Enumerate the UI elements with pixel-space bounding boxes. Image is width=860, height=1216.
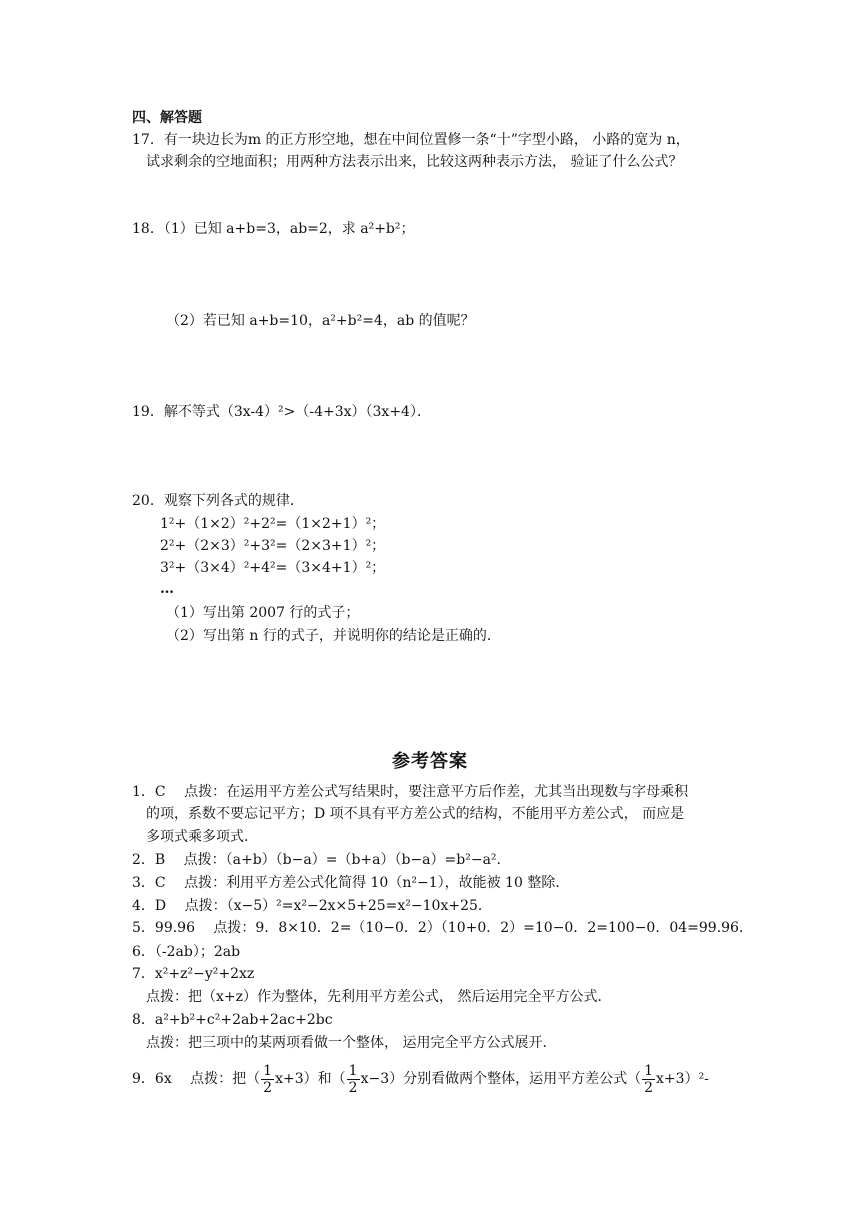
answer-9-part-1: x+3）和（ bbox=[275, 1071, 346, 1087]
answer-1-line-3: 多项式乘多项式． bbox=[146, 829, 258, 845]
answer-7-line-1: 7．x²+z²−y²+2xz bbox=[132, 966, 255, 982]
fraction-denominator: 2 bbox=[348, 1079, 358, 1096]
question-17-line-1: 17．有一块边长为m 的正方形空地，想在中间位置修一条“十”字型小路， 小路的宽为 n， bbox=[132, 132, 690, 148]
fraction-one-half-3 bbox=[642, 1063, 655, 1096]
question-20-intro: 20．观察下列各式的规律． bbox=[132, 493, 304, 509]
fraction-numerator: 1 bbox=[348, 1062, 358, 1079]
question-20-sub-1: （1）写出第 2007 行的式子； bbox=[166, 605, 360, 621]
answer-8-line-2: 点拨：把三项中的某两项看做一个整体， 运用完全平方公式展开． bbox=[146, 1035, 557, 1051]
question-18-part-1: 18．（1）已知 a+b=3，ab=2，求 a²+b²； bbox=[132, 221, 415, 237]
answer-7-line-2: 点拨：把（x+z）作为整体，先利用平方差公式， 然后运用完全平方公式． bbox=[146, 989, 612, 1005]
answer-9-part-2: x−3）分别看做两个整体，运用平方差公式（ bbox=[360, 1071, 642, 1087]
fraction-numerator: 1 bbox=[644, 1062, 654, 1079]
fraction-numerator: 1 bbox=[263, 1062, 273, 1079]
answer-3: 3．C 点拨：利用平方差公式化简得 10（n²−1），故能被 10 整除． bbox=[132, 875, 570, 891]
answer-5: 5．99.96 点拨：9．8×10．2=（10−0．2）（10+0．2）=10−0．2=100−0．04=99.96． bbox=[132, 920, 753, 936]
question-20-sub-2: （2）写出第 n 行的式子，并说明你的结论是正确的． bbox=[166, 628, 501, 644]
section-title: 四、解答题 bbox=[132, 110, 202, 126]
question-20-row-3: 3²+（3×4）²+4²=（3×4+1）²； bbox=[160, 560, 386, 576]
question-17-line-2: 试求剩余的空地面积；用两种方法表示出来，比较这两种表示方法， 验证了什么公式？ bbox=[146, 154, 683, 170]
answer-9-part-3: x+3）²- bbox=[656, 1071, 709, 1087]
fraction-denominator: 2 bbox=[644, 1079, 654, 1096]
fraction-denominator: 2 bbox=[263, 1079, 273, 1096]
answer-1-line-1: 1．C 点拨：在运用平方差公式写结果时，要注意平方后作差，尤其当出现数与字母乘积 bbox=[132, 784, 689, 800]
answers-title: 参考答案 bbox=[392, 751, 468, 772]
answer-9-prefix: 9．6x 点拨：把（ bbox=[132, 1071, 261, 1087]
question-18-part-2: （2）若已知 a+b=10，a²+b²=4，ab 的值呢？ bbox=[166, 313, 475, 329]
fraction-one-half-2 bbox=[347, 1063, 360, 1096]
fraction-one-half-1 bbox=[261, 1063, 274, 1096]
answer-9 bbox=[132, 1062, 709, 1096]
answer-6: 6．（-2ab）；2ab bbox=[132, 944, 241, 960]
question-19: 19．解不等式（3x-4）²>（-4+3x）（3x+4）． bbox=[132, 404, 431, 420]
answer-2: 2．B 点拨：（a+b）（b−a）=（b+a）（b−a）=b²−a². bbox=[132, 852, 501, 868]
answer-1-line-2: 的项，系数不要忘记平方；D 项不具有平方差公式的结构，不能用平方差公式， 而应是 bbox=[146, 806, 685, 822]
question-20-row-1: 1²+（1×2）²+2²=（1×2+1）²； bbox=[160, 516, 386, 532]
answer-4: 4．D 点拨：（x−5）²=x²−2x×5+25=x²−10x+25． bbox=[132, 898, 492, 914]
question-20-row-2: 2²+（2×3）²+3²=（2×3+1）²； bbox=[160, 538, 386, 554]
answer-8-line-1: 8．a²+b²+c²+2ab+2ac+2bc bbox=[132, 1012, 333, 1028]
question-20-ellipsis: … bbox=[160, 581, 174, 597]
